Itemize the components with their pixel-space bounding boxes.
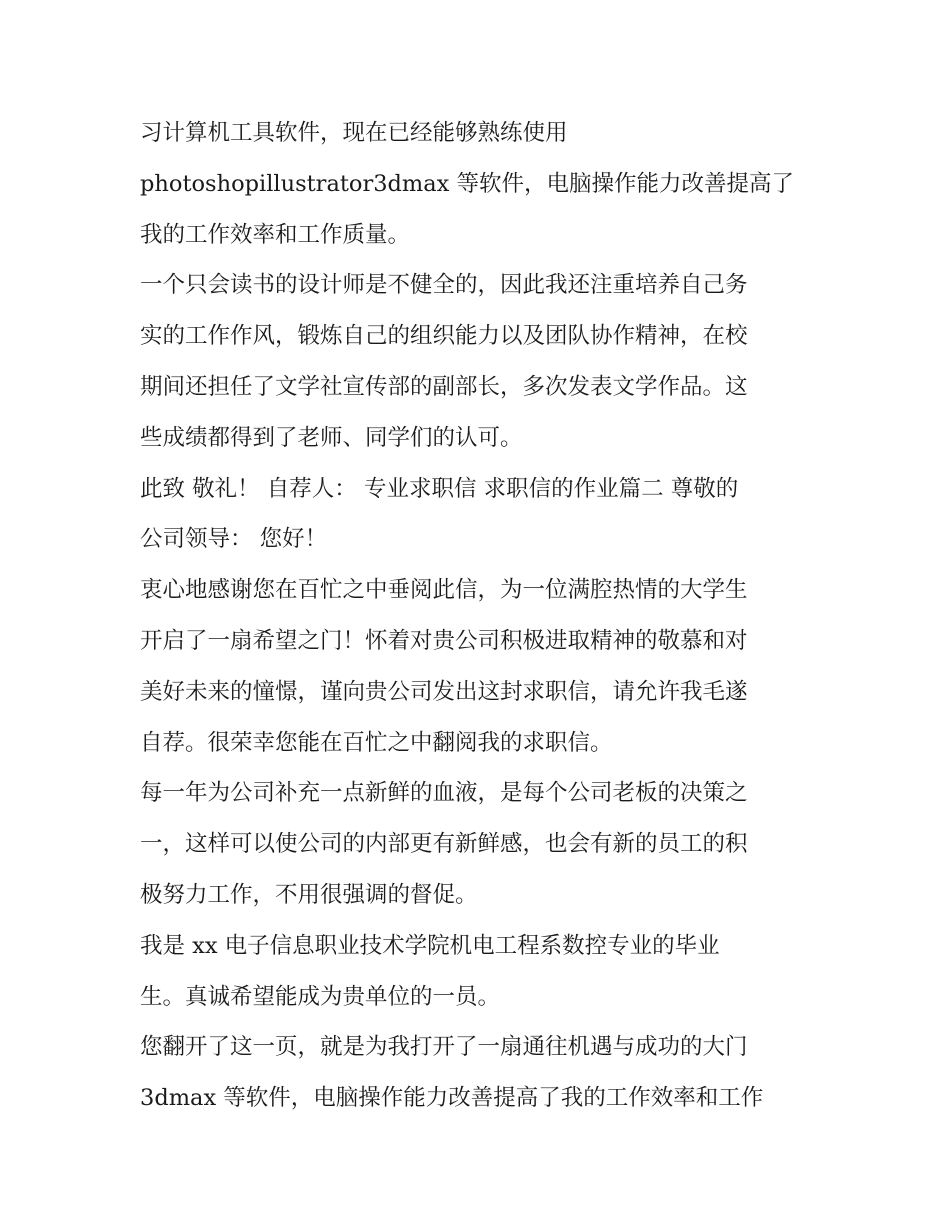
text-line: 公司领导： 您好！ <box>140 526 328 553</box>
text-line: 一，这样可以使公司的内部更有新鲜感，也会有新的员工的积 <box>140 831 748 858</box>
text-line: 习计算机工具软件，现在已经能够熟练使用 <box>140 120 568 146</box>
text-line: 自荐。很荣幸您能在百忙之中翻阅我的求职信。 <box>140 729 613 756</box>
text-line: photoshopillustrator3dmax 等软件，电脑操作能力改善提高了 <box>140 170 795 197</box>
text-line: 一个只会读书的设计师是不健全的，因此我还注重培养自己务 <box>140 272 748 299</box>
text-line: 极努力工作，不用很强调的督促。 <box>140 881 478 908</box>
text-line: 3dmax 等软件，电脑操作能力改善提高了我的工作效率和工作 <box>140 1085 764 1112</box>
text-line: 美好未来的憧憬，谨向贵公司发出这封求职信，请允许我毛遂 <box>140 678 748 705</box>
text-line: 您翻开了这一页，就是为我打开了一扇通往机遇与成功的大门 <box>140 1034 748 1061</box>
text-line: 此致 敬礼！ 自荐人： 专业求职信 求职信的作业篇二 尊敬的 <box>140 475 739 502</box>
text-line: 每一年为公司补充一点新鲜的血液，是每个公司老板的决策之 <box>140 780 748 807</box>
text-line: 我的工作效率和工作质量。 <box>140 221 411 248</box>
text-line: 些成绩都得到了老师、同学们的认可。 <box>140 424 523 451</box>
text-line: 衷心地感谢您在百忙之中垂阅此信，为一位满腔热情的大学生 <box>140 577 748 604</box>
text-line: 开启了一扇希望之门！怀着对贵公司积极进取精神的敬慕和对 <box>140 627 748 654</box>
document-body <box>140 108 830 1124</box>
text-line: 我是 xx 电子信息职业技术学院机电工程系数控专业的毕业 <box>140 932 720 959</box>
text-line: 实的工作作风，锻炼自己的组织能力以及团队协作精神，在校 <box>140 323 748 350</box>
text-line: 期间还担任了文学社宣传部的副部长，多次发表文学作品。这 <box>140 373 748 400</box>
text-line: 生。真诚希望能成为贵单位的一员。 <box>140 983 501 1010</box>
